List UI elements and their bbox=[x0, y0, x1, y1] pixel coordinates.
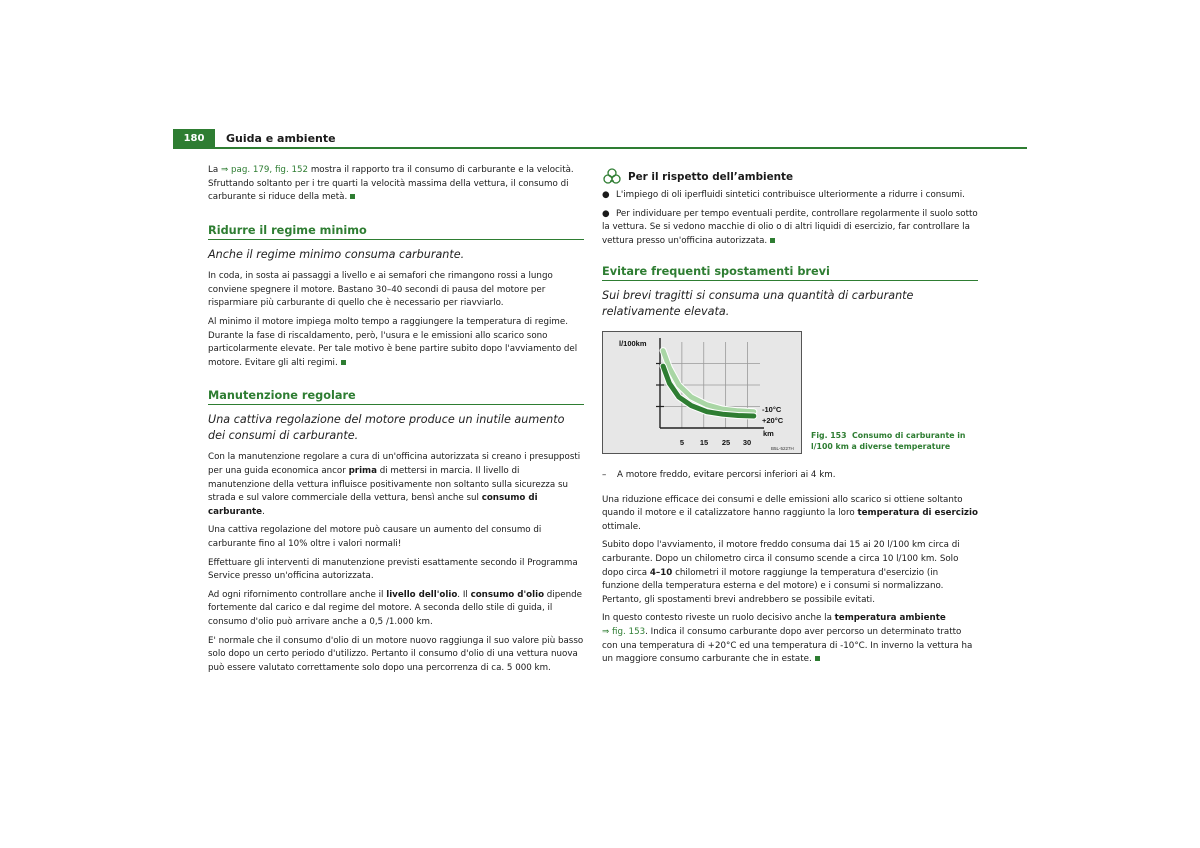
figure-reference-link[interactable]: ⇒ fig. 153 bbox=[602, 626, 646, 637]
header-rule bbox=[215, 147, 1027, 149]
end-mark bbox=[815, 656, 820, 661]
dash-marker: – bbox=[602, 470, 607, 480]
paragraph: In questo contesto riveste un ruolo decisivo anche la temperatura ambiente ⇒ fig. 153. Indica il consumo carburante dopo aver percorso un determinato tratto con una temperatura di +20°C ed una temperatura di -10°C. In inverno la vettura ha un maggiore consumo carburante che in estate. bbox=[602, 613, 973, 665]
header-title: Guida e ambiente bbox=[226, 132, 336, 145]
paragraph: Subito dopo l'avviamento, il motore freddo consuma dai 15 ai 20 l/100 km circa di carburante. Dopo un chilometro circa il consumo scende a circa 10 l/100 km. Solo dopo circa 4–10 chilometri il motore raggiunge la temperatura d'esercizio (in funzione della temperatura esterna e del motore) e i consumi si normalizzano. Pertanto, gli spostamenti brevi andrebbero se possibile evitati. bbox=[602, 540, 960, 605]
environment-note-title: Per il rispetto dell’ambiente bbox=[628, 170, 794, 183]
paragraph: Effettuare gli interventi di manutenzione previsti esattamente secondo il Programma Service presso un'officina autorizzata. bbox=[208, 557, 578, 582]
paragraph: Al minimo il motore impiega molto tempo a raggiungere la temperatura di regime. Durante la fase di riscaldamento, però, l'usura e le emissioni allo scarico sono particolarmente elevate. Per tale motivo è bene partire subito dopo l'avviamento del motore. Evitare gli alti regimi. bbox=[208, 317, 578, 368]
figure-caption-number: Fig. 153 bbox=[811, 431, 847, 440]
paragraph: E' normale che il consumo d'olio di un motore nuovo raggiunga il suo valore più basso solo dopo un certo periodo d'utilizzo. Pertanto il consumo d'olio di una vettura nuova può essere valutato correttamente solo dopo una percorrenza di ca. 5 000 km. bbox=[208, 635, 584, 673]
bullet-item: ● L'impiego di oli iperfluidi sintetici contribuisce ulteriormente a ridurre i consumi. bbox=[602, 189, 978, 203]
x-tick-label: 5 bbox=[679, 438, 685, 447]
section-intro-idle: Anche il regime minimo consuma carburante. bbox=[208, 247, 465, 261]
section-title-idle: Ridurre il regime minimo bbox=[208, 224, 584, 240]
y-axis-label: l/100km bbox=[619, 339, 647, 348]
x-axis-label: km bbox=[763, 429, 774, 438]
dash-item: – A motore freddo, evitare percorsi inferiori ai 4 km. bbox=[602, 469, 978, 483]
fuel-consumption-chart bbox=[603, 332, 801, 453]
end-mark bbox=[341, 360, 346, 365]
right-column-lower bbox=[602, 469, 978, 672]
section-title-maintenance: Manutenzione regolare bbox=[208, 389, 584, 405]
figure-code: B5L-5227H bbox=[771, 446, 794, 451]
bullet-dot: ● bbox=[602, 208, 610, 219]
section-title-short-trips: Evitare frequenti spostamenti brevi bbox=[602, 265, 978, 281]
paragraph: Ad ogni rifornimento controllare anche il livello dell'olio. Il consumo d'olio dipende fortemente dal carico e dal regime del motore. A seconda dello stile di guida, il consumo d'olio può arrivare anche a 0,5 /1.000 km. bbox=[208, 589, 582, 627]
paragraph: In coda, in sosta ai passaggi a livello e ai semafori che rimangono rossi a lungo conviene spegnere il motore. Bastano 30–40 secondi di pausa del motore per risparmiare più carburante di quello che è necessario per riavviarlo. bbox=[208, 271, 553, 309]
paragraph: Con la manutenzione regolare a cura di un'officina autorizzata si creano i presupposti per una guida economica ancor prima di mettersi in marcia. Il livello di manutenzione della vettura influisce positivamente non soltanto sulla sicurezza su strada e sul valore commerciale della vettura, bensì anche sul consumo di carburante. bbox=[208, 452, 581, 517]
bullet-dot: ● bbox=[602, 190, 610, 200]
bullet-item: ● Per individuare per tempo eventuali perdite, controllare regolarmente il suolo sotto la vettura. Se si vedono macchie di olio o di altri liquidi di esercizio, far controllare la vettura presso un'officina autorizzata. bbox=[602, 208, 978, 246]
environment-icon bbox=[602, 168, 622, 185]
environment-note-header bbox=[602, 168, 978, 185]
x-tick-label: 25 bbox=[721, 438, 731, 447]
intro-paragraph: La ⇒ pag. 179, fig. 152 mostra il rapporto tra il consumo di carburante e la velocità. Sfruttando soltanto per i tre quarti la velocità massima della vettura, il consumo di carburante si riduce della metà. bbox=[208, 165, 574, 203]
paragraph: Una riduzione efficace dei consumi e delle emissioni allo scarico si ottiene soltanto quando il motore e il catalizzatore hanno raggiunto la loro temperatura di esercizio ottimale. bbox=[602, 494, 978, 532]
figure-caption-text: Consumo di carburante in l/100 km a diverse temperature bbox=[811, 431, 966, 451]
end-mark bbox=[770, 238, 775, 243]
series-label: +20°C bbox=[762, 416, 784, 425]
page-reference-link[interactable]: ⇒ pag. 179, fig. 152 bbox=[220, 165, 309, 175]
left-column bbox=[208, 164, 584, 680]
end-mark bbox=[350, 194, 355, 199]
section-intro-maintenance: Una cattiva regolazione del motore produce un inutile aumento dei consumi di carburante. bbox=[208, 413, 565, 442]
figure-153 bbox=[602, 331, 802, 454]
x-tick-label: 15 bbox=[699, 438, 709, 447]
paragraph: Una cattiva regolazione del motore può causare un aumento del consumo di carburante fino al 10% oltre i valori normali! bbox=[208, 525, 542, 549]
right-column bbox=[602, 168, 978, 327]
series-label: -10°C bbox=[762, 405, 782, 414]
x-tick-label: 30 bbox=[742, 438, 752, 447]
page-number: 180 bbox=[173, 129, 215, 149]
figure-caption bbox=[811, 430, 981, 452]
section-intro-short-trips: Sui brevi tragitti si consuma una quantità di carburante relativamente elevata. bbox=[602, 289, 914, 318]
